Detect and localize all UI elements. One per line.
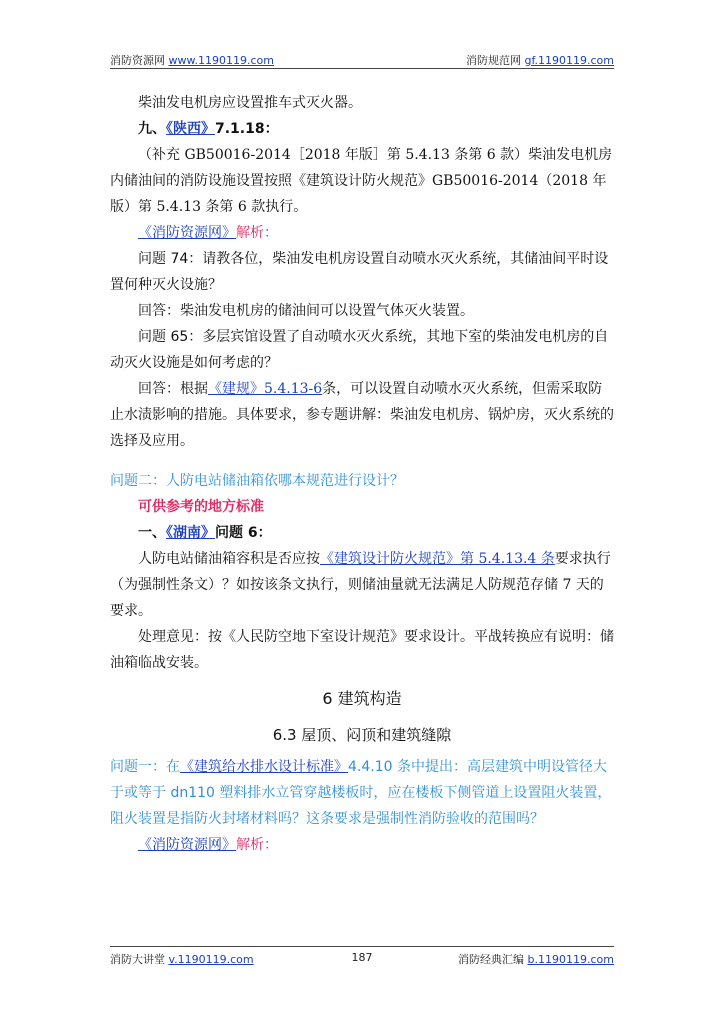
answer-65 [110, 376, 614, 454]
question-2-heading: 问题二：人防电站储油箱依哪本规范进行设计？ [110, 473, 404, 489]
answer-65-pre: 回答：根据 [138, 381, 208, 397]
question-1-post: 4.4.10 条中提出：高层建筑中明设管径大于或等于 dn110 塑料排水立管穿越楼板时，应在楼板下侧管道上设置阻火装置，阻火装置是指防火封堵材料吗？这条要求是强制性消防验收的范围吗？ [110, 759, 612, 827]
question-65: 问题 65：多层宾馆设置了自动喷水灭火系统，其地下室的柴油发电机房的自动灭火设施是如何考虑的？ [110, 329, 609, 371]
question-1-heading [110, 754, 614, 832]
footer-right [458, 951, 614, 967]
link-water-standard[interactable]: 《建筑给水排水设计标准》 [180, 759, 348, 775]
link-hunan[interactable]: 《湖南》 [166, 525, 215, 541]
footer-right-label: 消防经典汇编 [458, 953, 525, 966]
page-footer [110, 946, 614, 967]
hunan-question-pre: 人防电站储油箱容积是否应按 [138, 551, 320, 567]
link-resource-site-1[interactable]: 《消防资源网》 [138, 225, 236, 241]
clause-shaanxi-prefix: 九、 [138, 121, 166, 137]
clause-shaanxi [110, 116, 614, 142]
link-building-code[interactable]: 《建规》5.4.13-6 [208, 381, 323, 397]
supplement-text: （补充 GB50016-2014［2018 年版］第 5.4.13 条第 6 款）柴油发电机房内储油间的消防设施设置按照《建筑设计防火规范》GB50016-2014（2018 年版）第 5.4.13 条第 6 款执行。 [110, 147, 613, 215]
analysis-label-2 [110, 832, 614, 858]
hunan-question [110, 546, 614, 624]
clause-hunan [110, 520, 614, 546]
page-number: 187 [351, 951, 373, 964]
handling-opinion: 处理意见：按《人民防空地下室设计规范》要求设计。平战转换应有说明：储油箱临战安装。 [110, 629, 614, 671]
local-standard-heading: 可供参考的地方标准 [138, 499, 264, 515]
footer-right-link[interactable]: b.1190119.com [527, 953, 614, 966]
chapter-title: 6 建筑构造 [322, 689, 402, 708]
header-left-link[interactable]: www.1190119.com [168, 54, 274, 67]
link-shaanxi[interactable]: 《陕西》 [166, 121, 215, 137]
analysis-suffix-1: 解析： [236, 225, 278, 241]
header-right-label: 消防规范网 [465, 54, 521, 67]
clause-hunan-prefix: 一、 [138, 525, 166, 541]
header-right-link[interactable]: gf.1190119.com [524, 54, 614, 67]
header-left [110, 52, 274, 68]
question-74: 问题 74：请教各位，柴油发电机房设置自动喷水灭火系统，其储油间平时设置何种灭火设施？ [110, 251, 609, 293]
header-right [466, 52, 614, 68]
line-extinguisher: 柴油发电机房应设置推车式灭火器。 [138, 95, 362, 111]
page-content [110, 90, 614, 858]
question-1-pre: 问题一：在 [110, 759, 180, 775]
section-title: 6.3 屋顶、闷顶和建筑缝隙 [272, 726, 452, 744]
clause-shaanxi-suffix: 7.1.18： [215, 121, 279, 137]
answer-65-post: 条，可以设置自动喷水灭火系统，但需采取防止水渍影响的措施。具体要求，参专题讲解：柴油发电机房、锅炉房，灭火系统的选择及应用。 [110, 381, 614, 449]
clause-hunan-suffix: 问题 6： [215, 525, 272, 541]
hunan-question-post: 要求执行（为强制性条文）？如按该条文执行，则储油量就无法满足人防规范存储 7 天的要求。 [110, 551, 611, 619]
footer-left-label: 消防大讲堂 [110, 953, 165, 966]
page-header [110, 52, 614, 69]
analysis-suffix-2: 解析： [236, 837, 278, 853]
link-resource-site-2[interactable]: 《消防资源网》 [138, 837, 236, 853]
answer-74: 回答：柴油发电机房的储油间可以设置气体灭火装置。 [138, 303, 474, 319]
footer-left-link[interactable]: v.1190119.com [168, 953, 254, 966]
link-fire-code-clause[interactable]: 《建筑设计防火规范》第 5.4.13.4 条 [320, 551, 555, 567]
analysis-label-1 [110, 220, 614, 246]
header-left-label: 消防资源网 [110, 54, 165, 67]
